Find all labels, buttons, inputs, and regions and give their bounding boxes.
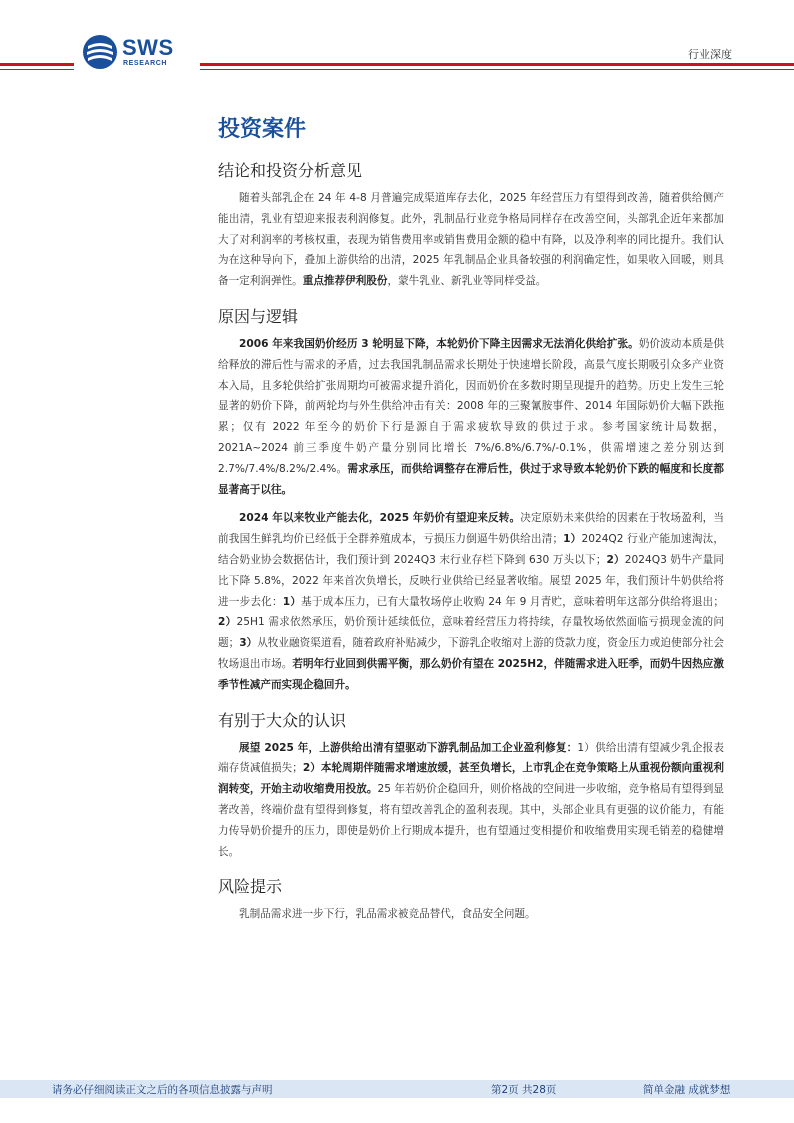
page-title: 投资案件 bbox=[218, 117, 307, 142]
emphasis-text: 1） bbox=[563, 533, 582, 546]
paragraph-text: ，蒙牛乳业、新乳业等同样受益。 bbox=[387, 275, 547, 288]
paragraph-text: 2024Q3 奶牛产量同比下降 5.8%，2022 年来首次负增长，反映行业供给已经显著收缩。展望 2025 年，我们预计牛奶供给将进一步去化： bbox=[218, 553, 724, 608]
emphasis-text: 3） bbox=[239, 637, 258, 650]
sws-logo-icon bbox=[82, 34, 118, 70]
paragraph-text: 基于成本压力，已有大量牧场停止收购 24 年 9 月青贮，意味着明年这部分供给将退出； bbox=[301, 595, 725, 608]
section-heading: 有别于大众的认识 bbox=[218, 710, 347, 730]
paragraph-text: 25 年若奶价企稳回升，则价格战的空间进一步收缩，竞争格局有望得到显著改善，终端价盘有望得到修复，将有望改善乳企的盈利表现。其中，头部企业具有更强的议价能力，有能力传导奶价提升的压力，即使是奶价上行期成本提升，也有望通过变相提价和收缩费用实现毛销差的稳健增长。 bbox=[218, 783, 724, 858]
logo-wordmark: SWS bbox=[122, 35, 174, 60]
report-section bbox=[218, 708, 724, 875]
report-section bbox=[218, 874, 724, 937]
header-rule bbox=[200, 63, 794, 66]
emphasis-text: 2） bbox=[606, 553, 625, 566]
emphasis-text: 2） bbox=[218, 616, 237, 629]
header-rule-thin bbox=[200, 69, 794, 70]
paragraph-text: 奶价波动本质是供给释放的滞后性与需求的矛盾，过去我国乳制品需求长期处于快速增长阶段，高景气度长期吸引众多产业资本入局，且多轮供给扩张周期均可被需求提升消化，因而奶价在多数时期呈现提升的趋势。历史上发生三轮显著的奶价下降，前两轮均与外生供给冲击有关：2008 年的三聚氰胺事件、2014 年国际奶价大幅下跌拖累；仅有 2022 年至今的奶价下行是源自于需求疲软导致的供过于求。参考国家统计局数据，2021A~2024 前三季度牛奶产量分别同比增长 7%/6.8%/6.7%/-0.1%，供需增速之差分别达到 2.7%/7.4%/8.2%/2.4%。 bbox=[218, 337, 725, 475]
body-paragraph bbox=[218, 188, 724, 292]
body-paragraph bbox=[218, 508, 724, 695]
report-section bbox=[218, 304, 724, 708]
emphasis-text: 2）本轮周期伴随需求增速放缓，甚至负增长，上市乳企在竞争策略上从重视份额向重视利润转变，开始主动收缩费用投放。 bbox=[218, 762, 724, 796]
paragraph-text: 决定原奶未来供给的因素在于牧场盈利，当前我国生鲜乳均价已经低于全群养殖成本，亏损压力倒逼牛奶供给出清； bbox=[218, 512, 725, 546]
footer-slogan: 简单金融 成就梦想 bbox=[643, 1084, 731, 1096]
report-type-tag: 行业深度 bbox=[688, 48, 732, 61]
paragraph-text: 2024Q2 行业产能加速淘汰，结合奶业协会数据估计，我们预计到 2024Q3 末行业存栏下降到 630 万头以下； bbox=[218, 533, 724, 566]
footer-disclaimer: 请务必仔细阅读正文之后的各项信息披露与声明 bbox=[52, 1084, 273, 1096]
section-heading: 原因与逻辑 bbox=[218, 306, 299, 326]
logo-subtext: RESEARCH bbox=[123, 60, 168, 67]
emphasis-text: 若明年行业回到供需平衡，那么奶价有望在 2025H2，伴随需求进入旺季，而奶牛因热应激季节性减产而实现企稳回升。 bbox=[218, 657, 724, 691]
paragraph-text: 25H1 需求依然承压，奶价预计延续低位，意味着经营压力将持续，存量牧场依然面临亏损现金流的问题； bbox=[218, 616, 724, 650]
emphasis-text: 重点推荐伊利股份 bbox=[302, 275, 388, 288]
section-heading: 结论和投资分析意见 bbox=[218, 161, 363, 180]
emphasis-text: 展望 2025 年，上游供给出清有望驱动下游乳制品加工企业盈利修复： bbox=[239, 741, 578, 754]
section-gap bbox=[218, 933, 724, 937]
header-rule-thin bbox=[0, 69, 74, 70]
section-heading: 风险提示 bbox=[218, 877, 283, 897]
body-paragraph bbox=[218, 738, 724, 863]
sections-container bbox=[218, 158, 724, 937]
paragraph-text: 乳制品需求进一步下行，乳品需求被竞品替代，食品安全问题。 bbox=[239, 908, 536, 921]
body-paragraph bbox=[218, 334, 724, 500]
header-rule bbox=[0, 63, 74, 66]
page-footer bbox=[0, 1080, 794, 1100]
page-number: 第2页 共28页 bbox=[491, 1084, 557, 1096]
paragraph-text: 1）供给出清有望减少乳企报表端存货减值损失； bbox=[218, 741, 724, 775]
emphasis-text: 需求承压，而供给调整存在滞后性，供过于求导致本轮奶价下跌的幅度和长度都显著高于以往。 bbox=[218, 462, 724, 496]
report-section bbox=[218, 158, 724, 304]
main-content bbox=[218, 112, 724, 937]
sws-logo bbox=[82, 34, 192, 74]
page-header bbox=[0, 0, 794, 80]
paragraph-text: 从牧业融资渠道看，随着政府补贴减少，下游乳企收缩对上游的贷款力度，资金压力或迫使部分社会牧场退出市场。 bbox=[218, 637, 724, 670]
emphasis-text: 2006 年来我国奶价经历 3 轮明显下降，本轮奶价下降主因需求无法消化供给扩张。 bbox=[239, 337, 639, 350]
emphasis-text: 1） bbox=[282, 595, 302, 608]
paragraph-text: 随着头部乳企在 24 年 4-8 月普遍完成渠道库存去化，2025 年经营压力有望得到改善，随着供给侧产能出清，乳业有望迎来报表利润修复。此外，乳制品行业竞争格局同样存在改善空间，头部乳企近年来都加大了对利润率的考核权重，表现为销售费用率或销售费用金额的稳中有降，以及净利率的同比提升。我们认为在这种导向下，叠加上游供给的出清，2025 年乳制品企业具备较强的利润确定性，如果收入回暖，则具备一定利润弹性。 bbox=[218, 192, 724, 288]
emphasis-text: 2024 年以来牧业产能去化，2025 年奶价有望迎来反转。 bbox=[239, 512, 521, 525]
body-paragraph bbox=[218, 904, 724, 925]
